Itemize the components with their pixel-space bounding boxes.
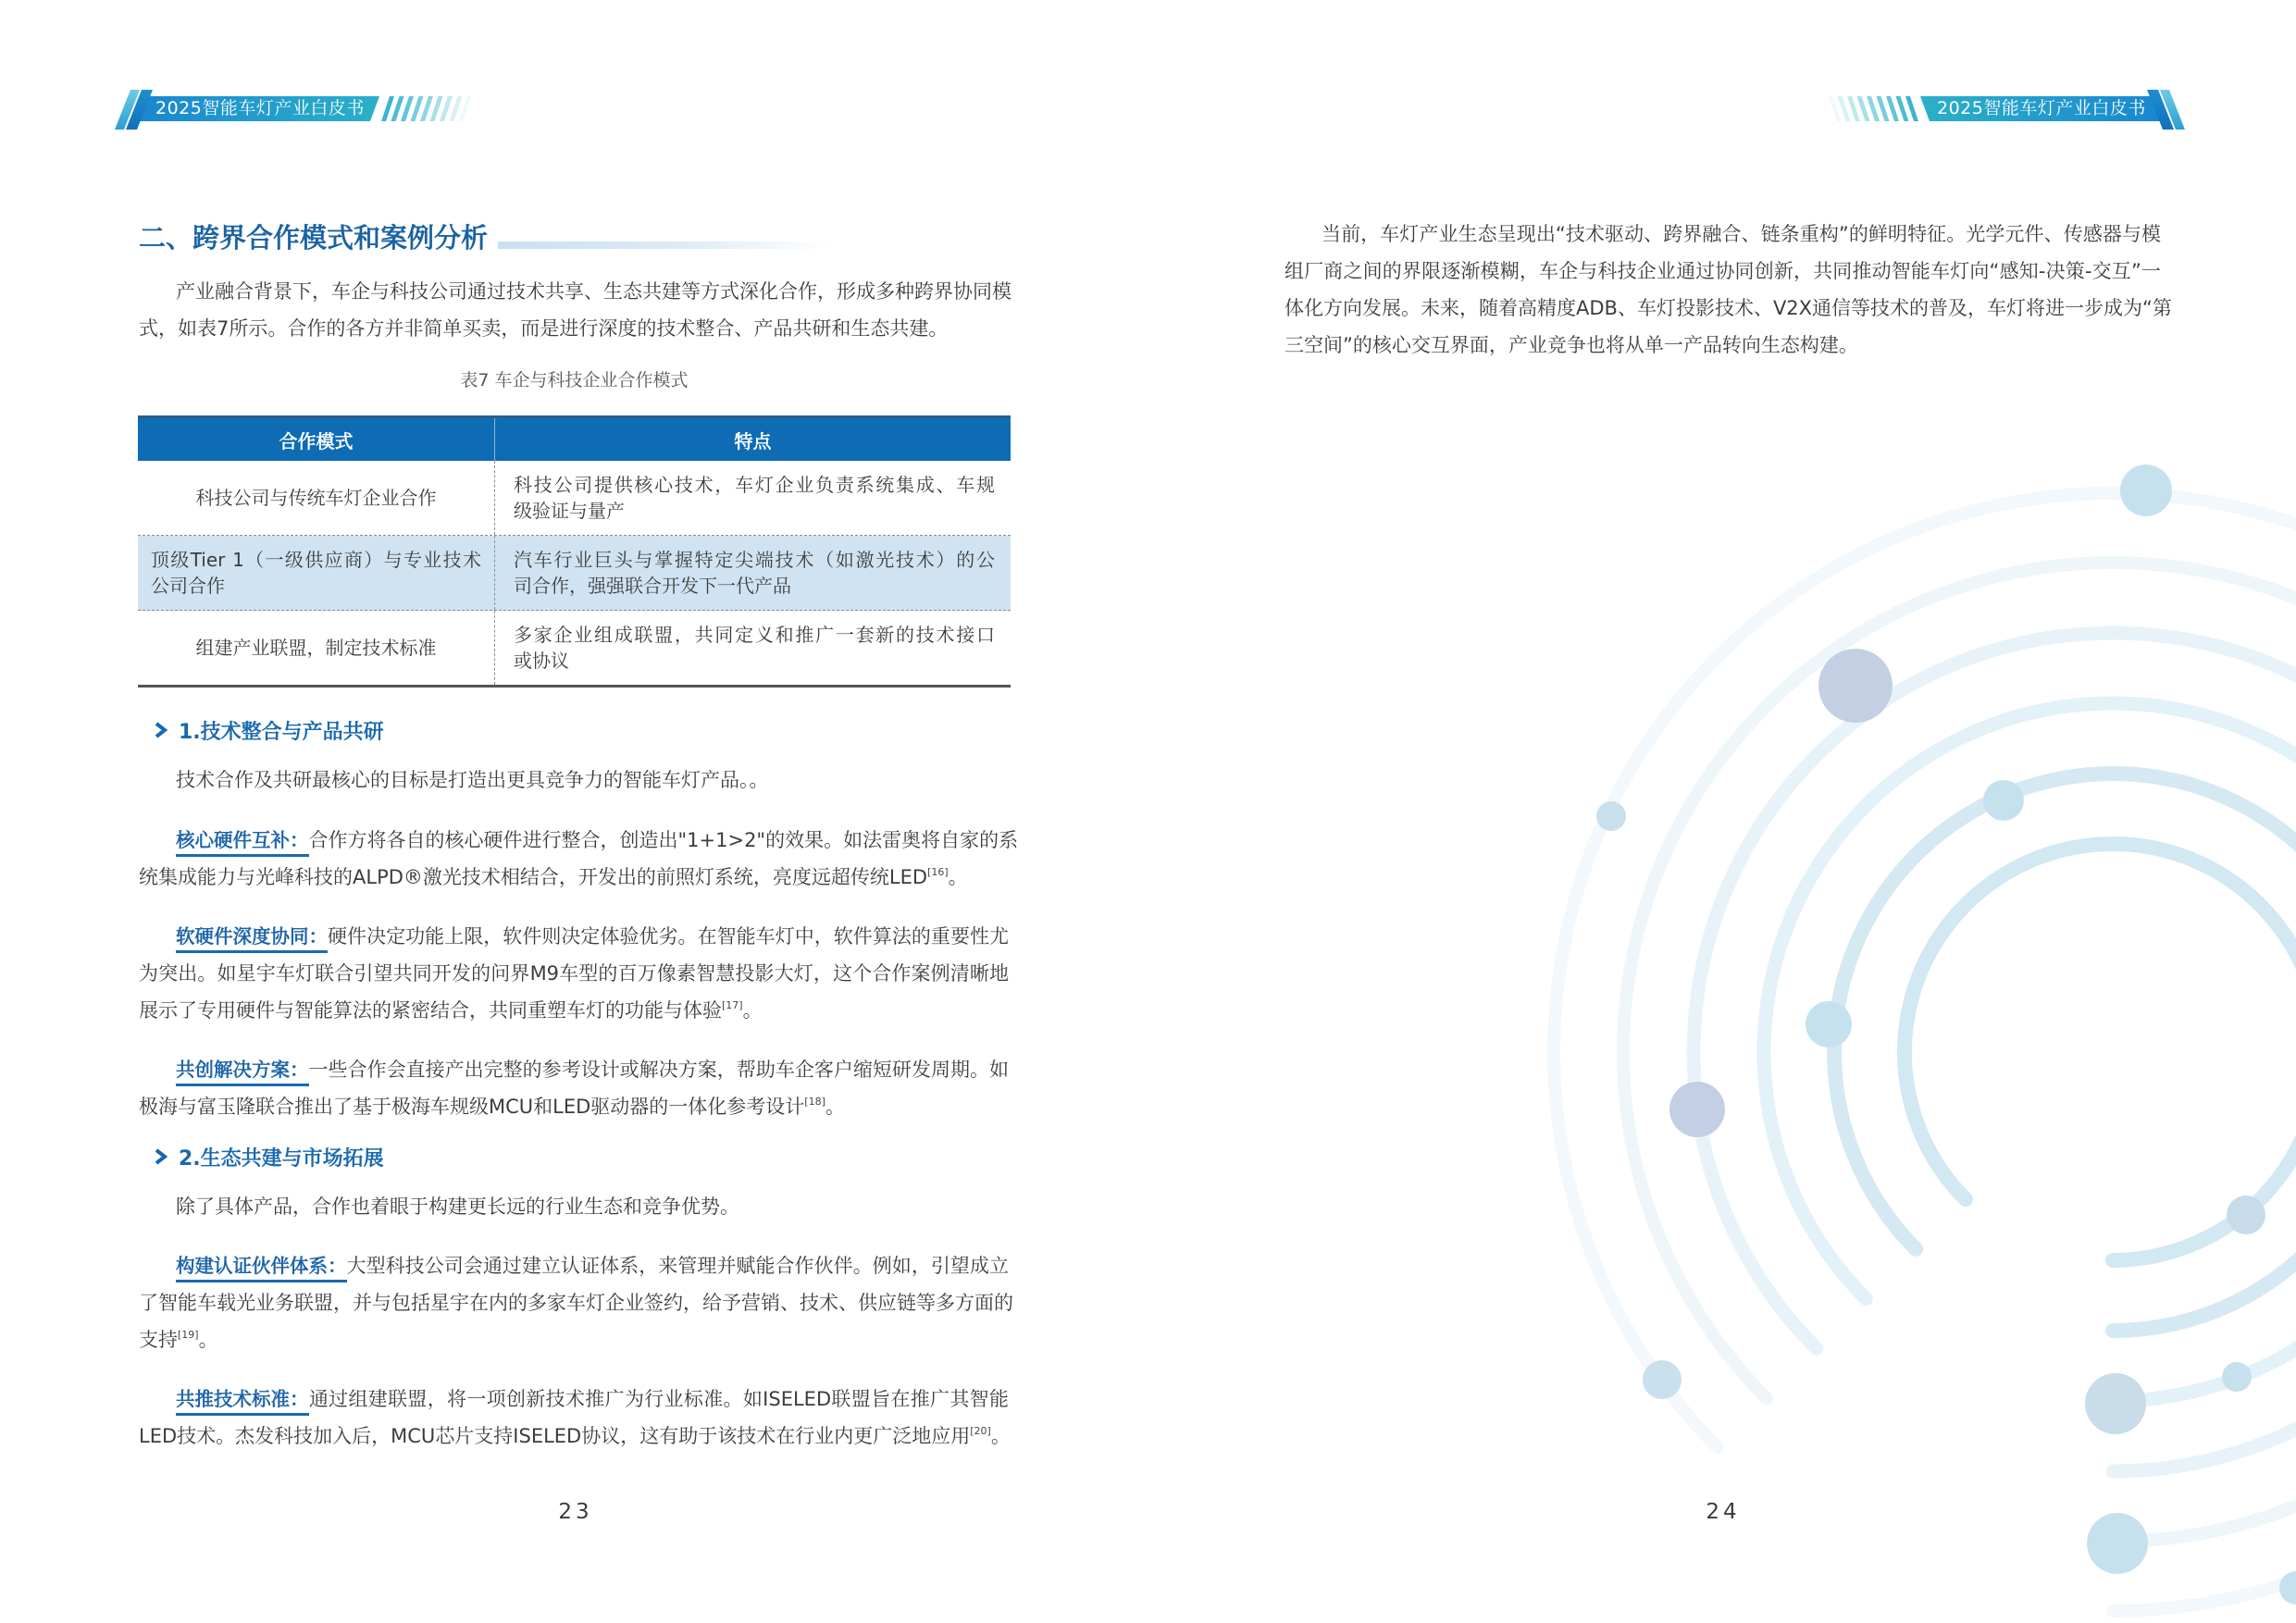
paragraph-software-hardware [139,918,1009,1029]
paragraph-line: 了智能车载光业务联盟，并与包括星宇在内的多家车灯企业签约，给予营销、技术、供应链等多方面的 [139,1292,1013,1314]
line-text: LED技术。杰发科技加入后，MCU芯片支持ISELED协议，这有助于该技术在行业内更广泛地应用 [139,1425,971,1447]
paragraph-line: 组厂商之间的界限逐渐模糊，车企与科技企业通过协同创新，共同推动智能车灯向“感知-决策-交互”一 [1285,260,2161,282]
paragraph-line: 产业融合背景下，车企与科技公司通过技术共享、生态共建等方式深化合作，形成多种跨界协同模 [176,280,1011,303]
line-end: 。 [990,1425,1011,1447]
paragraph-line: 三空间”的核心交互界面，产业竞争也将从单一产品转向生态构建。 [1285,334,1858,356]
subsection-heading-2 [154,1141,384,1172]
paragraph-line [139,1051,1009,1088]
orbit-rings-decoration [1481,416,2296,1623]
running-header-title: 2025智能车灯产业白皮书 [1937,98,2146,118]
cell-line: 科技公司提供核心技术，车灯企业负责系统集成、车规 [514,474,995,496]
paragraph-core-hardware [139,822,1019,896]
paragraph-line [139,918,1009,955]
table-row-highlighted [138,536,1011,611]
line-text: 通过组建联盟，将一项创新技术推广为行业标准。如ISELED联盟旨在推广其智能 [308,1388,1009,1410]
subsection-heading-1 [154,714,384,746]
citation-ref: [20] [970,1425,991,1437]
paragraph-line [139,859,1009,896]
line-text: 大型科技公司会通过建立认证体系，来管理并赋能合作伙伴。例如，引望成立 [346,1255,1009,1277]
line-text: 硬件决定功能上限，软件则决定体验优劣。在智能车灯中，软件算法的重要性尤 [328,925,1009,948]
table-cell-mode [138,611,495,685]
table-cell-feature [495,461,1011,535]
table-row [138,611,1011,688]
cell-line: 汽车行业巨头与掌握特定尖端技术（如激光技术）的公 [514,549,995,571]
summary-paragraph [1285,216,2172,364]
subsection-lead [139,1188,1009,1225]
line-end: 。 [198,1329,218,1351]
paragraph-line [139,992,1009,1029]
paragraph-label: 构建认证伙伴体系： [176,1254,347,1282]
cooperation-modes-table [138,415,1011,688]
paragraph-line [139,1088,1009,1125]
paragraph-line: 除了具体产品，合作也着眼于构建更长远的行业生态和竞争优势。 [176,1196,739,1218]
line-text: 合作方将各自的核心硬件进行整合，创造出"1+1>2"的效果。如法雷奥将自家的系 [308,829,1019,851]
paragraph-partner-certification [139,1247,1013,1358]
section-title-accent-bar [498,242,831,249]
paragraph-co-solutions [139,1051,1009,1125]
paragraph-tech-standards [139,1381,1009,1455]
table-cell-feature [495,611,1011,685]
line-text: 极海与富玉隆联合推出了基于极海车规级MCU和LED驱动器的一体化参考设计 [139,1096,805,1118]
paragraph-line: 为突出。如星宇车灯联合引望共同开发的问界M9车型的百万像素智慧投影大灯，这个合作案例清晰地 [139,962,1009,985]
citation-ref: [17] [722,999,743,1011]
paragraph-line [139,822,1019,859]
page-number: 24 [1706,1500,1741,1524]
cell-line: 多家企业组成联盟，共同定义和推广一套新的技术接口 [514,624,995,646]
subsection-heading-text: 2.生态共建与市场拓展 [179,1146,384,1171]
paragraph-line [139,1321,1009,1358]
paragraph-line: 当前，车灯产业生态呈现出“技术驱动、跨界融合、链条重构”的鲜明特征。光学元件、传感器与模 [1322,223,2161,245]
paragraph-line [139,1381,1009,1418]
paragraph-label: 共推技术标准： [176,1387,309,1416]
intro-paragraph [139,273,1009,347]
citation-ref: [16] [927,866,949,878]
paragraph-label: 共创解决方案： [176,1058,309,1086]
paragraph-line: 技术合作及共研最核心的目标是打造出更具竞争力的智能车灯产品。。 [176,769,769,791]
line-end: 。 [742,999,763,1022]
cell-line: 或协议 [514,650,569,672]
cell-line: 司合作，强强联合开发下一代产品 [514,575,791,597]
citation-ref: [18] [804,1096,825,1108]
table-header-row [138,418,1011,461]
cell-line: 组建产业联盟，制定技术标准 [195,637,437,659]
citation-ref: [19] [178,1329,199,1341]
subsection-lead [139,762,1009,799]
column-header-mode: 合作模式 [138,418,495,461]
chevron-right-icon [154,1147,168,1166]
section-title: 二、跨界合作模式和案例分析 [139,222,489,254]
line-end: 。 [948,866,968,888]
table-row [138,461,1011,536]
paragraph-line: 体化方向发展。未来，随着高精度ADB、车灯投影技术、V2X通信等技术的普及，车灯将进一步成为“第 [1285,297,2172,319]
line-text: 支持 [139,1329,178,1351]
page-number: 23 [558,1500,593,1524]
table-cell-mode [138,461,495,535]
cell-line: 级验证与量产 [514,500,625,522]
paragraph-line [139,1418,1009,1455]
subsection-heading-text: 1.技术整合与产品共研 [179,720,384,744]
line-end: 。 [825,1096,845,1118]
paragraph-label: 核心硬件互补： [176,828,309,857]
table-caption: 表7 车企与科技企业合作模式 [460,370,689,390]
line-text: 展示了专用硬件与智能算法的紧密结合，共同重塑车灯的功能与体验 [139,999,722,1022]
cell-line: 顶级Tier 1（一级供应商）与专业技术 [151,549,481,571]
table-cell-mode [138,536,495,610]
line-text: 一些合作会直接产出完整的参考设计或解决方案，帮助车企客户缩短研发周期。如 [308,1059,1009,1081]
chevron-right-icon [154,721,168,739]
running-header-title: 2025智能车灯产业白皮书 [155,98,365,118]
table-cell-feature [495,536,1011,610]
line-text: 统集成能力与光峰科技的ALPD®激光技术相结合，开发出的前照灯系统，亮度远超传统LED [139,866,928,888]
cell-line: 科技公司与传统车灯企业合作 [195,487,437,509]
column-header-features: 特点 [734,429,772,452]
cell-line: 公司合作 [151,575,225,597]
paragraph-line: 式，如表7所示。合作的各方并非简单买卖，而是进行深度的技术整合、产品共研和生态共建。 [139,317,949,340]
paragraph-label: 软硬件深度协同： [176,924,328,953]
paragraph-line [139,1247,1009,1284]
